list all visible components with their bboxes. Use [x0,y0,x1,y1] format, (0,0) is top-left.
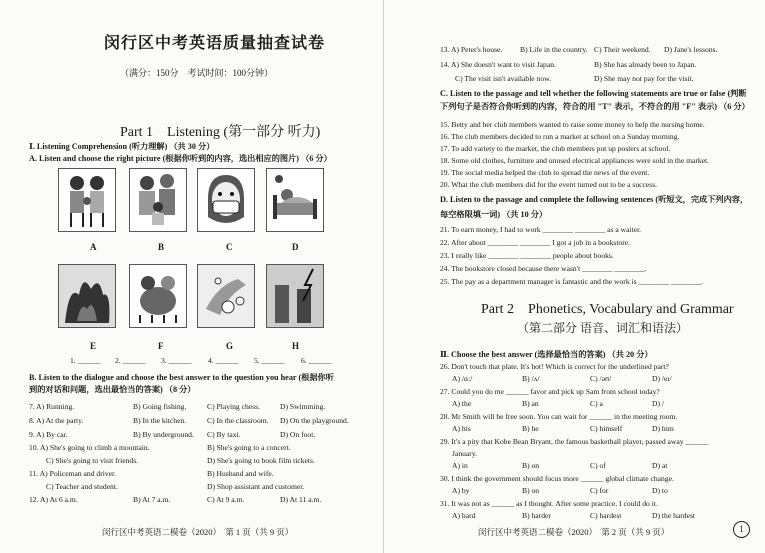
picture-label-F: F [158,341,164,351]
question-14-b[interactable]: B) She has already been to Japan. [594,60,697,69]
question-28-c[interactable]: C) himself [590,424,623,433]
question-29-d[interactable]: D) at [652,461,668,470]
question-11-c[interactable]: C) Teacher and student. [46,482,118,491]
question-12-d[interactable]: D) At 11 a.m. [280,495,322,504]
question-8-a[interactable]: 8. A) At the party. [29,416,84,425]
question-29-b[interactable]: B) on [522,461,540,470]
picture-label-E: E [90,341,97,351]
answer-blank-2[interactable]: 2. ______ [115,356,146,365]
exam-subtitle: （满分：150分 考试时间：100分钟） [120,68,274,78]
question-30-a[interactable]: A) by [452,486,470,495]
question-10-a[interactable]: 10. A) She's going to climb a mountain. [29,443,150,452]
question-10-c[interactable]: C) She's going to visit friends. [46,456,139,465]
question-31-d[interactable]: D) the hardest [652,511,696,520]
question-28-b[interactable]: B) he [522,424,539,433]
question-7-d[interactable]: D) Swimming. [280,402,326,411]
question-26-d[interactable]: D) /eɪ/ [652,374,672,383]
picture-label-D: D [292,242,299,252]
family-picture [129,168,187,232]
question-12-b[interactable]: B) At 7 a.m. [133,495,171,504]
sectionD-heading: D. Listen to the passage and complete the following sentences (听短文，完成下列内容， [440,195,749,204]
question-26-a[interactable]: A) /ɑ:/ [452,374,473,383]
question-9-b[interactable]: B) By underground. [133,430,194,439]
fill-item-21[interactable]: 21. To earn money, I had to work ________ ________ as a waiter. [440,225,642,234]
sectionB-heading-cont: 到的对话和问题，选出最恰当的答案) （8 分） [29,385,196,394]
question-10-d[interactable]: D) She's going to book film tickets. [207,456,315,465]
question-27-b[interactable]: B) an [522,399,539,408]
fill-item-23[interactable]: 23. I really like ________ ________ people about books. [440,251,614,260]
tf-item-19[interactable]: 19. The social media helped the club to spread the news of the event. [440,168,650,177]
question-31-a[interactable]: A) hard [452,511,476,520]
question-14-a[interactable]: 14. A) She doesn't want to visit Japan. [440,60,556,69]
page-footer-2: 闵行区中考英语二模卷（2020） 第 2 页（共 9 页） [478,527,670,537]
question-11-d[interactable]: D) Shop assistant and customer. [207,482,305,491]
question-12-c[interactable]: C) At 9 a.m. [207,495,245,504]
question-30-c[interactable]: C) for [590,486,609,495]
page-footer-1: 闵行区中考英语二模卷（2020） 第 1 页（共 9 页） [102,527,294,537]
masked-face-picture [197,168,255,232]
question-29-cont: January. [452,449,478,458]
question-7-b[interactable]: B) Going fishing. [133,402,187,411]
question-13-b[interactable]: B) Life in the country. [520,45,588,54]
sectionD-heading-cont: 每空格限填一词) （共 10 分） [440,210,548,219]
fill-item-24[interactable]: 24. The bookstore closed because there wasn't ________ ________. [440,264,647,273]
question-13-d[interactable]: D) Jane's lessons. [664,45,718,54]
question-27-d[interactable]: D) / [652,399,665,408]
sectionC-heading: C. Listen to the passage and tell whether the following statements are true or false (判断 [440,89,747,98]
question-9-c[interactable]: C) By taxi. [207,430,241,439]
answer-blank-4[interactable]: 4. ______ [208,356,239,365]
question-14-c[interactable]: C) The visit isn't available now. [455,74,552,83]
sick-in-bed-picture [266,168,324,232]
animals-picture [129,264,187,328]
answer-blank-6[interactable]: 6. ______ [301,356,332,365]
picture-label-B: B [158,242,165,252]
question-8-b[interactable]: B) In the kitchen. [133,416,187,425]
question-29-c[interactable]: C) of [590,461,606,470]
question-28: 28. Mr Smith will be free soon. You can wait for ______ in the meeting room. [440,412,678,421]
tf-item-20[interactable]: 20. What the club members did for the event turned out to be a success. [440,180,658,189]
question-14-d[interactable]: D) She may not pay for the visit. [594,74,694,83]
question-30-b[interactable]: B) on [522,486,540,495]
tf-item-17[interactable]: 17. To add variety to the market, the club members put up posters at school. [440,144,671,153]
question-7-c[interactable]: C) Playing chess. [207,402,260,411]
question-26: 26. Don't touch that plate. It's hot! Which is correct for the underlined part? [440,362,669,371]
sectionB-heading: B. Listen to the dialogue and choose the best answer to the question you hear (根据你听 [29,373,334,382]
question-30-d[interactable]: D) to [652,486,668,495]
picture-label-G: G [226,341,234,351]
question-9-a[interactable]: 9. A) By car. [29,430,68,439]
sectionA-heading: A. Listen and choose the right picture (根据你听到的内容，选出相应的图片) （6 分） [29,154,332,163]
question-7-a[interactable]: 7. A) Running. [29,402,75,411]
question-27-c[interactable]: C) a [590,399,603,408]
page-number-badge: 1 [733,521,750,538]
question-30: 30. I think the government should focus more ______ global climate change. [440,474,674,483]
hand-washing-picture [197,264,255,328]
answer-blank-5[interactable]: 5. ______ [254,356,285,365]
answer-blank-1[interactable]: 1. ______ [70,356,101,365]
fill-item-22[interactable]: 22. After about ________ ________ I got a job in a bookstore. [440,238,631,247]
question-13-c[interactable]: C) Their weekend. [594,45,651,54]
question-29: 29. It's a pity that Kobe Bean Bryant, the famous basketball player, passed away ______ [440,437,709,446]
question-31-c[interactable]: C) hardest [590,511,622,520]
picture-label-C: C [226,242,233,252]
tf-item-16[interactable]: 16. The club members decided to run a market at school on a Sunday morning. [440,132,680,141]
question-9-d[interactable]: D) On foot. [280,430,316,439]
picture-label-H: H [292,341,300,351]
sectionC-heading-cont: 下列句子是否符合你听到的内容，符合的用 "T" 表示，不符合的用 "F" 表示) （6 分） [440,102,750,111]
tf-item-18[interactable]: 18. Some old clothes, furniture and unused electrical appliances were sold in the market. [440,156,710,165]
section1-heading: Ⅰ. Listening Comprehension (听力理解) （共 30 分） [29,142,215,151]
question-29-a[interactable]: A) in [452,461,468,470]
question-8-d[interactable]: D) On the playground. [280,416,349,425]
question-11-a[interactable]: 11. A) Policeman and driver. [29,469,117,478]
tf-item-15[interactable]: 15. Betty and her club members wanted to raise some money to help the nursing home. [440,120,705,129]
part2-subheading: （第二部分 语音、词汇和语法） [517,321,689,335]
question-10-b[interactable]: B) She's going to a concert. [207,443,291,452]
question-8-c[interactable]: C) In the classroom. [207,416,269,425]
question-31: 31. It was not as ______ as I thought. After some practice, I could do it. [440,499,658,508]
question-28-d[interactable]: D) him [652,424,674,433]
question-27-a[interactable]: A) the [452,399,472,408]
two-girls-picture [58,168,116,232]
storm-picture [266,264,324,328]
question-12-a[interactable]: 12. A) At 6 a.m. [29,495,78,504]
answer-blank-3[interactable]: 3. ______ [161,356,192,365]
section2-heading: Ⅱ. Choose the best answer (选择最恰当的答案) （共 20 分） [440,350,653,359]
exam-title: 闵行区中考英语质量抽查试卷 [104,35,326,52]
fill-item-25[interactable]: 25. The pay as a department manager is fantastic and the work is ________ ________. [440,277,704,286]
question-26-b[interactable]: B) /ʌ/ [522,374,540,383]
question-28-a[interactable]: A) his [452,424,471,433]
question-27: 27. Could you do me ______ favor and pick up Sam from school today? [440,387,660,396]
forest-fire-picture [58,264,116,328]
question-13-a[interactable]: 13. A) Peter's house. [440,45,503,54]
question-31-b[interactable]: B) harder [522,511,551,520]
picture-label-A: A [90,242,97,252]
part2-heading: Part 2 Phonetics, Vocabulary and Grammar [481,302,734,317]
question-26-c[interactable]: C) /əʊ/ [590,374,612,383]
question-11-b[interactable]: B) Husband and wife. [207,469,274,478]
part1-heading: Part 1 Listening (第一部分 听力) [120,125,321,140]
